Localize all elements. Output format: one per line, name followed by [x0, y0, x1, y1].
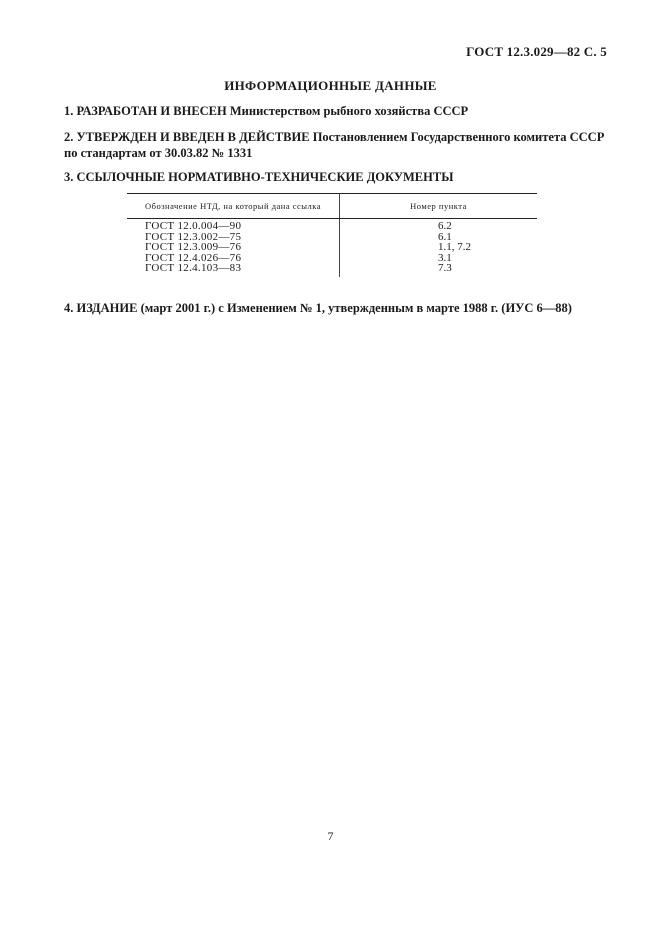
table-row: [127, 219, 537, 232]
table-row: [127, 263, 537, 277]
table-row: [127, 242, 537, 253]
item-heading: РАЗРАБОТАН И ВНЕСЕН: [76, 104, 227, 118]
item-number: 3.: [64, 170, 74, 184]
document-cell: ГОСТ 12.3.009—76: [127, 242, 340, 253]
info-item-4: [64, 300, 612, 316]
info-item-3: [64, 169, 612, 185]
reference-documents-table: [127, 193, 537, 277]
document-cell: ГОСТ 12.4.026—76: [127, 253, 340, 264]
document-cell: ГОСТ 12.3.002—75: [127, 232, 340, 243]
page-header: ГОСТ 12.3.029—82 С. 5: [466, 44, 607, 59]
info-item-1: [64, 103, 612, 119]
item-heading: УТВЕРЖДЕН И ВВЕДЕН В ДЕЙСТВИЕ: [76, 130, 310, 144]
document-cell: ГОСТ 12.4.103—83: [127, 263, 340, 277]
table-header-row: [127, 194, 537, 219]
clause-cell: 6.2: [438, 220, 452, 232]
clause-cell: 3.1: [438, 251, 452, 264]
item-number: 2.: [64, 130, 74, 144]
item-number: 1.: [64, 104, 74, 118]
column-header-clause: Номер пункта: [340, 194, 538, 219]
item-text: Постановлением Государственного комитета СССР по стандартам от 30.03.82 № 1331: [64, 130, 605, 160]
clause-cell: 1.1, 7.2: [438, 241, 471, 253]
document-title: ИНФОРМАЦИОННЫЕ ДАННЫЕ: [224, 78, 437, 93]
item-number: 4.: [64, 301, 74, 315]
column-header-document: Обозначение НТД, на который дана ссылка: [127, 194, 340, 219]
clause-cell: 6.1: [438, 230, 452, 243]
item-heading: ССЫЛОЧНЫЕ НОРМАТИВНО-ТЕХНИЧЕСКИЕ ДОКУМЕНТЫ: [76, 170, 454, 184]
item-heading: ИЗДАНИЕ: [76, 301, 138, 315]
page-number: 7: [327, 829, 334, 843]
item-text: Министерством рыбного хозяйства СССР: [229, 104, 469, 118]
clause-cell: 7.3: [438, 262, 452, 274]
info-item-2: [64, 129, 612, 161]
item-text: (март 2001 г.) с Изменением № 1, утвержденным в марте 1988 г. (ИУС 6—88): [140, 301, 572, 315]
document-cell: ГОСТ 12.0.004—90: [127, 219, 340, 232]
